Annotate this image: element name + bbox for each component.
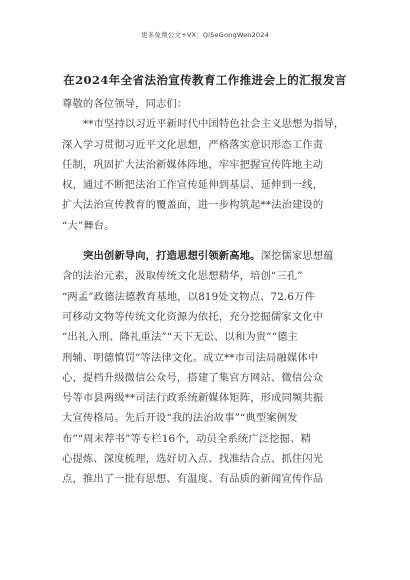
document-title: 在2024年全省法治宣传教育工作推进会上的汇报发言 [63, 73, 347, 87]
header-note: 更多免费公文+VX：Qi5eGongWen2024 [141, 31, 269, 39]
paragraph-line: **市坚持以习近平新时代中国特色社会主义思想为指导， [83, 118, 345, 131]
paragraph-line: 深入学习贯彻习近平文化思想，严格落实意识形态工作责 [62, 138, 324, 151]
paragraph-line: “大”舞台。 [62, 219, 115, 232]
section-heading: 突出创新导向，打造思想引领新高地。 [83, 250, 261, 263]
paragraph-line [62, 246, 352, 266]
paragraph-line: 含的法治元素，汲取传统文化思想精华，培创“三孔” [62, 270, 303, 283]
paragraph-line: 心，提档升级微信公众号，搭建了集官方网站、微信公众 [62, 371, 324, 384]
paragraph-line: 布”“周末荐书”等专栏16个，动员全系统广泛挖掘、精 [62, 432, 312, 445]
paragraph-2 [62, 246, 352, 490]
paragraph-line: 权，通过不断把法治工作宣传延伸到基层、延伸到一线， [62, 179, 324, 192]
salutation: 尊敬的各位领导，同志们： [62, 98, 188, 110]
paragraph-line: 扩大法治宣传教育的覆盖面，进一步构筑起**法治建设的 [62, 199, 324, 212]
paragraph-line: 号等市县两级**司法行政系统新媒体矩阵，形成同频共振 [62, 392, 324, 405]
paragraph-line: “两孟”政德法德教育基地，以819处文物点、72.6万件 [62, 290, 315, 303]
paragraph-line: 心提炼、深度梳理，选好切入点、找准结合点、抓住闪光 [62, 453, 324, 466]
paragraph-line: 任制，巩固扩大法治新媒体阵地，牢牢把握宣传阵地主动 [62, 158, 324, 171]
paragraph-line: 点，推出了一批有思想、有温度、有品质的新闻宣传作品 [62, 473, 324, 486]
paragraph-text: 深挖儒家思想蕴 [260, 250, 334, 263]
document-body [62, 94, 352, 490]
paragraph-line: “出礼入刑、隆礼重法”“天下无讼、以和为贵”“德主 [62, 331, 299, 344]
paragraph-line: 可移动文物等传统文化资源为依托，充分挖掘儒家文化中 [62, 310, 324, 323]
paragraph-1 [62, 114, 352, 236]
paragraph-line: 大宣传格局。先后开设“我的法治故事”“典型案例发 [62, 412, 298, 425]
paragraph-line: 刑辅、明德慎罚”等法律文化。成立**市司法局融媒体中 [62, 351, 319, 364]
